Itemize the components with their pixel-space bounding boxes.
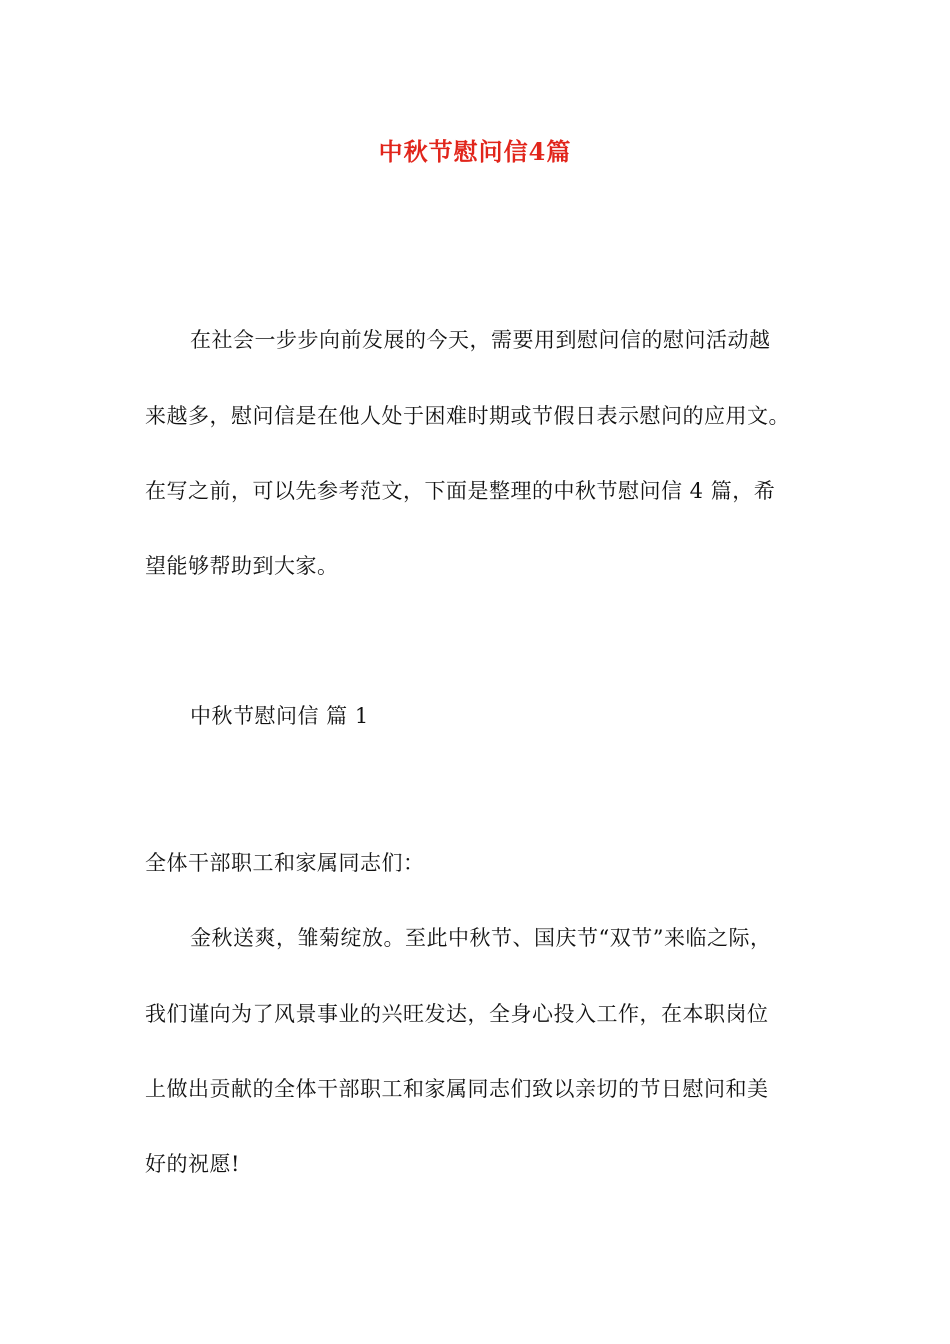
intro-line-4: 望能够帮助到大家。 [145, 554, 339, 578]
intro-line-2: 来越多，慰问信是在他人处于困难时期或节假日表示慰问的应用文。 [145, 404, 790, 428]
document-title: 中秋节慰问信4篇 [378, 137, 572, 166]
body-line-4: 好的祝愿! [145, 1152, 240, 1176]
salutation: 全体干部职工和家属同志们： [145, 851, 425, 875]
body-line-3: 上做出贡献的全体干部职工和家属同志们致以亲切的节日慰问和美 [145, 1077, 769, 1101]
intro-line-1: 在社会一步步向前发展的今天，需要用到慰问信的慰问活动越 [190, 328, 771, 352]
body-line-1: 金秋送爽，雏菊绽放。至此中秋节、国庆节“双节”来临之际， [190, 926, 772, 950]
section-heading: 中秋节慰问信 篇 1 [190, 704, 369, 728]
body-line-2: 我们谨向为了风景事业的兴旺发达，全身心投入工作，在本职岗位 [145, 1002, 769, 1026]
intro-line-3: 在写之前，可以先参考范文，下面是整理的中秋节慰问信 4 篇，希 [145, 479, 776, 503]
